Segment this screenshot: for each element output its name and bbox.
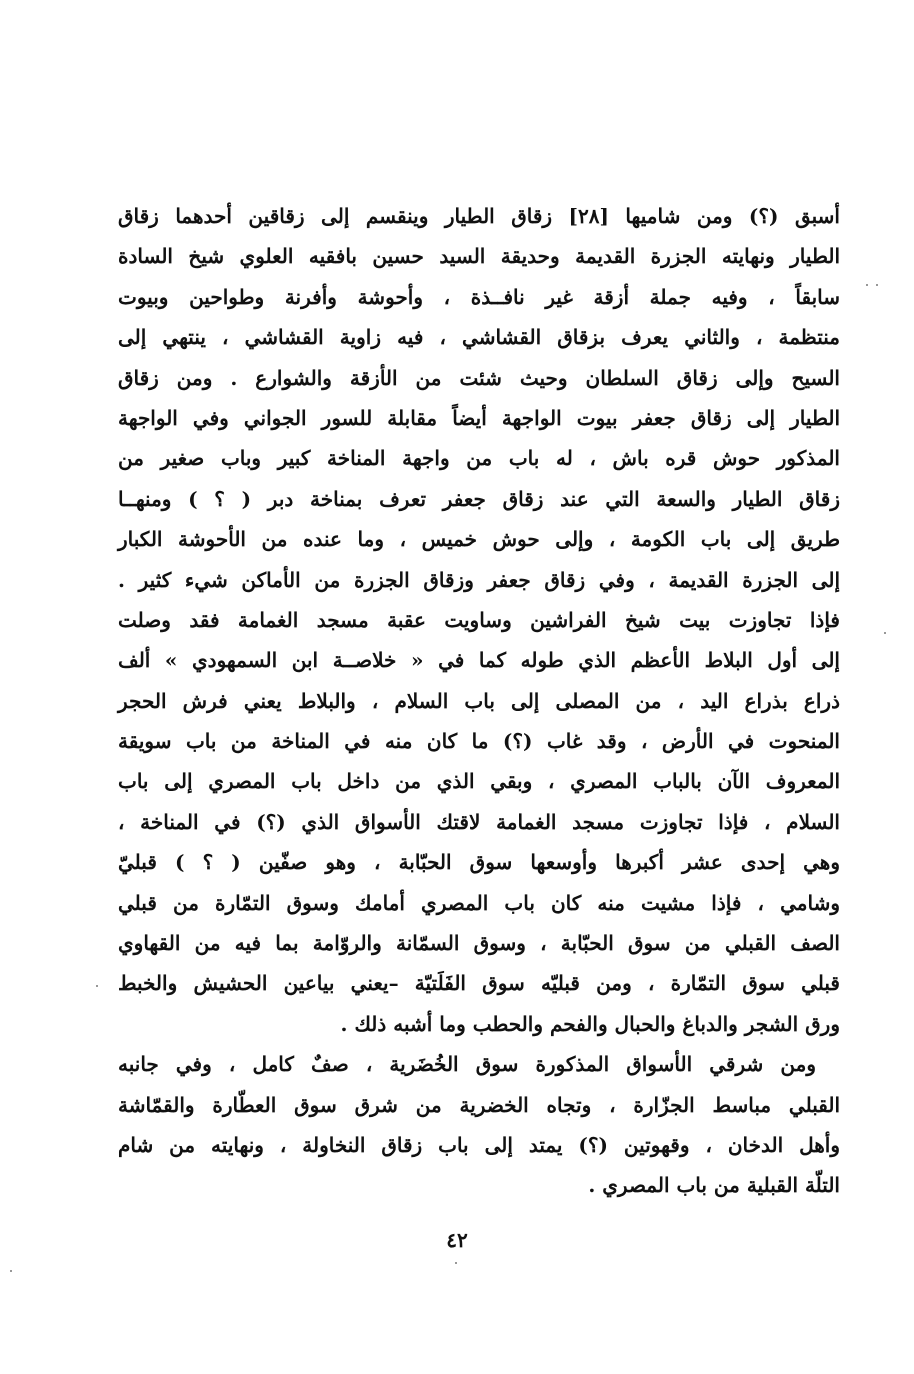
- text-line: وهي إحدى عشر أكبرها وأوسعها سوق الحبّابة ، وهو صفّين ( ؟ ) قبليّ: [118, 850, 840, 875]
- text-line: المعروف الآن بالباب المصري ، وبقي الذي من داخل باب المصري إلى باب: [118, 769, 840, 794]
- text-line: أسبق (؟) ومن شاميها [٢٨] زقاق الطيار وينقسم إلى زقاقين أحدهما زقاق: [118, 204, 840, 228]
- text-line: ذراع بذراع اليد ، من المصلى إلى باب السلام ، والبلاط يعني فرش الحجر: [118, 688, 840, 713]
- page-number: ٤٢: [446, 1228, 468, 1252]
- scan-speck: [10, 1270, 12, 1272]
- text-line: المنحوت في الأرض ، وقد غاب (؟) ما كان منه في المناخة من باب سويقة: [118, 729, 840, 754]
- text-line: الطيار ونهايته الجزرة القديمة وحديقة السيد حسين بافقيه العلوي شيخ السادة: [118, 244, 840, 269]
- text-line: السيح وإلى زقاق السلطان وحيث شئت من الأزقة والشوارع . ومن زقاق: [118, 365, 840, 390]
- text-line: الصف القبلي من سوق الحبّابة ، وسوق السمّانة والروّامة بما فيه من القهاوي: [118, 931, 840, 956]
- text-line: السلام ، فإذا تجاوزت مسجد الغمامة لاقتك الأسواق الذي (؟) في المناخة ،: [118, 809, 840, 834]
- text-line: إلى الجزرة القديمة ، وفي زقاق جعفر وزقاق الجزرة من الأماكن شيء كثير .: [118, 567, 840, 592]
- text-line: وأهل الدخان ، وقهوتين (؟) يمتد إلى باب زقاق النخاولة ، ونهايته من شام: [118, 1132, 840, 1157]
- scan-speck: [884, 632, 886, 634]
- text-line: قبلي سوق التمّارة ، ومن قبليّه سوق الفَلَتيّة –يعني بياعين الحشيش والخبط: [118, 971, 840, 996]
- text-line: ومن شرقي الأسواق المذكورة سوق الخُضَرية ، صفٌ كامل ، وفي جانبه: [118, 1052, 816, 1077]
- text-line: منتظمة ، والثاني يعرف بزقاق القشاشي ، فيه زاوية القشاشي ، ينتهي إلى: [118, 325, 840, 350]
- text-line: فإذا تجاوزت بيت شيخ الفراشين وساويت عقبة مسجد الغمامة فقد وصلت: [118, 607, 840, 632]
- text-line: ورق الشجر والدباغ والحبال والفحم والحطب وما أشبه ذلك .: [340, 1011, 840, 1036]
- paragraph-1: [118, 196, 840, 1044]
- body-text: [118, 196, 840, 1206]
- text-line: وشامي ، فإذا مشيت منه كان باب المصري أمامك وسوق التمّارة من قبلي: [118, 890, 840, 915]
- text-line: إلى أول البلاط الأعظم الذي طوله كما في « خلاصــة ابن السمهودي » ألف: [118, 648, 840, 673]
- text-line: زقاق الطيار والسعة التي عند زقاق جعفر تعرف بمناخة دبر ( ؟ ) ومنهــا: [118, 486, 840, 511]
- text-line: القبلي مباسط الجزّارة ، وتجاه الخضرية من شرق سوق العطّارة والقمّاشة: [118, 1092, 840, 1117]
- scan-speck: [866, 284, 868, 286]
- text-line: المذكور حوش قره باش ، له باب من واجهة المناخة كبير وباب صغير من: [118, 446, 840, 471]
- scan-speck: [96, 985, 98, 987]
- text-line: طريق إلى باب الكومة ، وإلى حوش خميس ، وما عنده من الأحوشة الكبار: [118, 527, 840, 552]
- scan-speck: [876, 284, 878, 286]
- text-line: التلّة القبلية من باب المصري .: [588, 1173, 840, 1198]
- text-line: سابقاً ، وفيه جملة أزقة غير نافــذة ، وأحوشة وأفرنة وطواحين وبيوت: [118, 284, 840, 309]
- scan-speck: [455, 1262, 457, 1264]
- text-line: الطيار إلى زقاق جعفر بيوت الواجهة أيضاً مقابلة للسور الجواني وفي الواجهة: [118, 405, 840, 430]
- paragraph-2: [118, 1044, 840, 1206]
